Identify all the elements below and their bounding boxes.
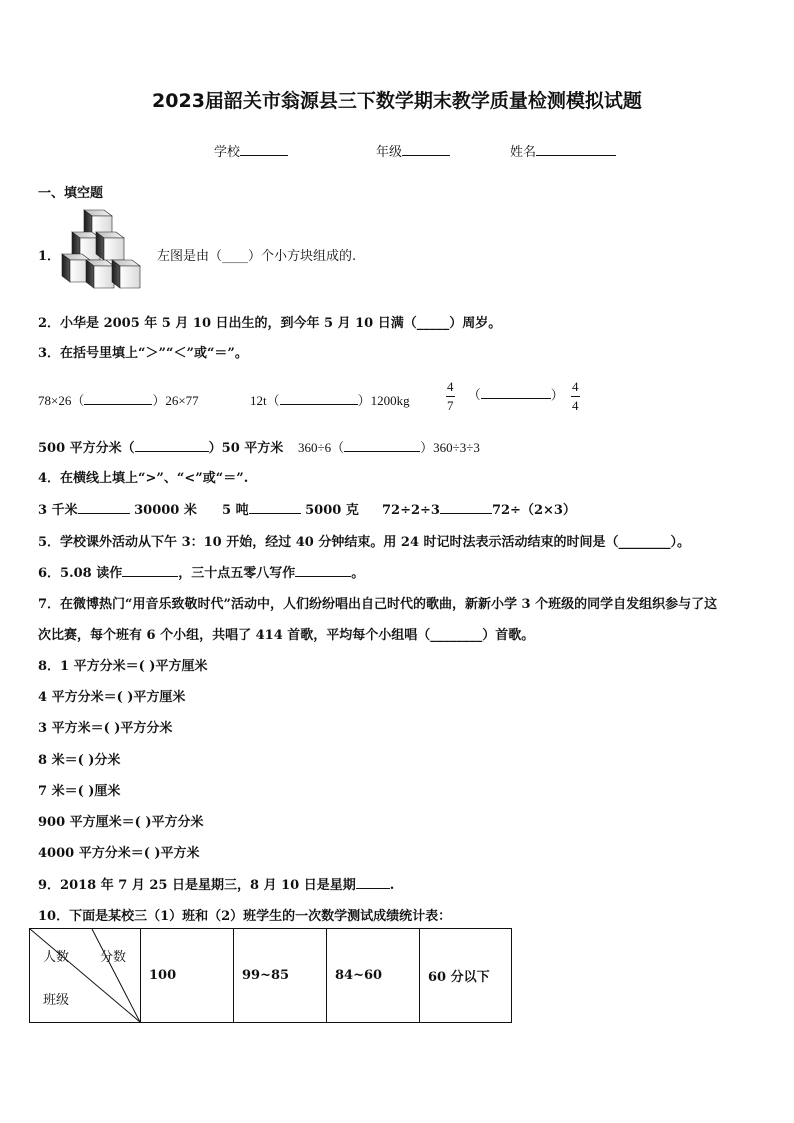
frac2-numerator: 4 <box>571 378 580 397</box>
cube <box>86 260 114 288</box>
name-blank[interactable] <box>536 141 616 156</box>
frac-open-paren: （ <box>467 387 481 403</box>
q6-blank-2[interactable] <box>295 562 351 577</box>
q4-b-blank[interactable] <box>249 499 301 514</box>
q6-part-b: ，三十点五零八写作 <box>178 566 296 581</box>
name-field[interactable] <box>510 141 616 160</box>
fraction-left <box>446 378 455 415</box>
q3-row1-a <box>38 390 199 409</box>
q3-r1a-right: ）26×77 <box>152 393 199 408</box>
q9-text: 9．2018 年 7 月 25 日是星期三，8 月 10 日是星期 <box>38 878 356 893</box>
cubes-figure <box>60 208 152 300</box>
header-people: 人数 <box>43 950 70 965</box>
page-title: 2023届韶关市翁源县三下数学期末教学质量检测模拟试题 <box>152 90 642 112</box>
q4-stem: 4．在横线上填上“>”、“<”或“＝”. <box>38 471 249 486</box>
q4-a <box>38 499 197 518</box>
q10-text: 10．下面是某校三（1）班和（2）班学生的一次数学测试成绩统计表： <box>38 909 452 924</box>
q3-r2a-blank[interactable] <box>135 437 209 452</box>
q6-blank-1[interactable] <box>122 562 178 577</box>
q8-item: 4000 平方分米＝( )平方米 <box>38 846 200 861</box>
q3-row2-a <box>38 437 283 456</box>
q4-c-right: 72÷（2×3） <box>491 503 576 518</box>
q7-line1: 7．在微博热门“用音乐致敬时代”活动中，人们纷纷唱出自己时代的歌曲，新新小学 3 个班级的同学自发组织参与了这 <box>38 597 718 612</box>
frac-close-paren: ） <box>550 387 564 403</box>
header-diagonal-cell <box>30 929 141 1023</box>
q4-a-right: 30000 米 <box>134 503 197 518</box>
grade-field[interactable] <box>376 141 450 160</box>
q1-number: 1． <box>38 249 61 264</box>
q9-blank[interactable] <box>356 874 390 889</box>
q5-text: 5．学校课外活动从下午 3：10 开始，经过 40 分钟结束。用 24 时记时法表示活动结束的时间是（________）。 <box>38 535 691 550</box>
q8-item: 7 米＝( )厘米 <box>38 784 121 799</box>
q3-row2-b <box>298 437 480 456</box>
q8-item: 4 平方分米＝( )平方厘米 <box>38 690 186 705</box>
fraction-right <box>571 378 580 415</box>
q4-a-blank[interactable] <box>78 499 130 514</box>
q3-row1-fraction <box>446 378 580 415</box>
q9-end: . <box>389 878 395 893</box>
q4-b <box>222 499 359 518</box>
frac2-denominator: 4 <box>572 398 579 413</box>
col-header: 84~60 <box>327 929 420 1023</box>
school-blank[interactable] <box>240 141 288 156</box>
q4-c-blank[interactable] <box>440 499 492 514</box>
q3-row1-b <box>250 390 410 409</box>
q8-item: 900 平方厘米＝( )平方分米 <box>38 815 204 830</box>
frac1-numerator: 4 <box>446 378 455 397</box>
grade-blank[interactable] <box>402 141 450 156</box>
cube <box>96 232 124 260</box>
q3-r2b-right: ）360÷3÷3 <box>420 440 480 455</box>
q3-r1b-left: 12t（ <box>250 393 280 408</box>
q7-line2: 次比赛，每个班有 6 个小组，共唱了 414 首歌，平均每个小组唱（________）首歌。 <box>38 628 535 643</box>
col-header: 60 分以下 <box>420 929 512 1023</box>
school-field[interactable] <box>214 141 288 160</box>
section-heading: 一、填空题 <box>38 186 104 201</box>
q2-text: 2．小华是 2005 年 5 月 10 日出生的，到今年 5 月 10 日满（_____）周岁。 <box>38 316 502 331</box>
q3-r1a-blank[interactable] <box>84 390 152 405</box>
q6-part-c: 。 <box>351 566 365 581</box>
grade-label: 年级 <box>376 145 403 160</box>
diagonal-lines <box>30 929 140 1022</box>
score-table <box>29 928 512 1023</box>
q4-b-left: 5 吨 <box>222 503 249 518</box>
q3-stem: 3．在括号里填上“＞”“＜”或“＝”。 <box>38 346 248 361</box>
q8-item: 3 平方米＝( )平方分米 <box>38 721 173 736</box>
q3-frac-blank[interactable] <box>481 384 551 399</box>
q9 <box>38 874 394 893</box>
q3-r1b-blank[interactable] <box>280 390 358 405</box>
q6 <box>38 562 364 581</box>
q4-a-left: 3 千米 <box>38 503 78 518</box>
frac1-denominator: 7 <box>447 398 454 413</box>
q3-r2a-right: ）50 平方米 <box>208 441 284 456</box>
header-score: 分数 <box>100 950 127 965</box>
q3-r1a-left: 78×26（ <box>38 393 85 408</box>
school-label: 学校 <box>214 145 241 160</box>
q1-text: 左图是由（____）个小方块组成的. <box>157 249 357 264</box>
q3-r2b-blank[interactable] <box>344 437 420 452</box>
q8-item: 8．1 平方分米＝( )平方厘米 <box>38 659 208 674</box>
name-label: 姓名 <box>510 145 537 160</box>
q3-r2b-left: 360÷6（ <box>298 440 345 455</box>
table-row <box>30 929 512 1023</box>
col-header: 99~85 <box>234 929 327 1023</box>
header-class: 班级 <box>43 993 70 1008</box>
q4-c-left: 72÷2÷3 <box>382 503 440 518</box>
col-header: 100 <box>141 929 234 1023</box>
cube <box>112 260 140 288</box>
q4-b-right: 5000 克 <box>305 503 359 518</box>
q8-item: 8 米＝( )分米 <box>38 753 121 768</box>
q6-part-a: 6．5.08 读作 <box>38 566 123 581</box>
q3-r1b-right: ）1200kg <box>357 393 410 408</box>
q4-c <box>382 499 576 518</box>
q3-r2a-left: 500 平方分米（ <box>38 441 135 456</box>
